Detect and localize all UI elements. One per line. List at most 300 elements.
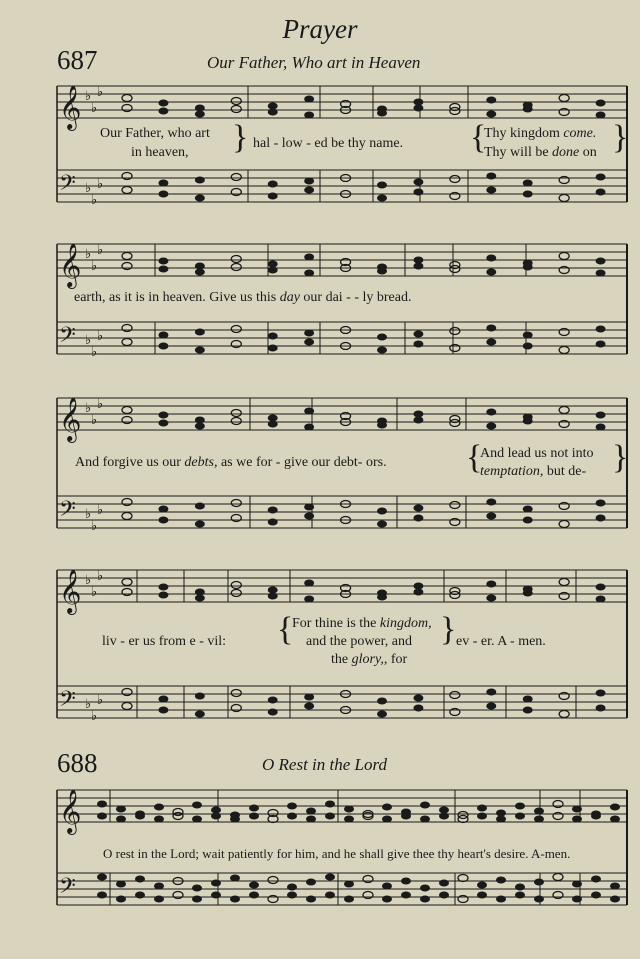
note-head (304, 408, 314, 415)
note-head (122, 253, 132, 260)
note-head (523, 180, 533, 187)
note-head (135, 813, 145, 820)
note-head (591, 813, 601, 820)
note-head (596, 100, 606, 107)
note-head (477, 805, 487, 812)
note-head (377, 594, 387, 601)
note-head (559, 95, 569, 102)
note-head (534, 896, 544, 903)
lyric-line: O rest in the Lord; wait patiently for him, and he shall give thee thy heart's desire. A-men. (103, 846, 571, 861)
note-head (231, 582, 241, 589)
clef-icon: ♭ (91, 519, 98, 534)
lyric-brace: } (612, 439, 629, 476)
note-head (515, 892, 525, 899)
note-head (439, 892, 449, 899)
note-head (231, 264, 241, 271)
note-head (287, 892, 297, 899)
note-head (230, 816, 240, 823)
clef-icon: ♭ (97, 177, 104, 192)
note-head (377, 268, 387, 275)
note-head (325, 813, 335, 820)
note-head (195, 711, 205, 718)
note-head (596, 705, 606, 712)
note-head (596, 270, 606, 277)
note-head (306, 879, 316, 886)
lyric-line: the glory,, for (331, 652, 408, 667)
clef-icon: 𝄢 (59, 171, 76, 201)
note-head (122, 95, 132, 102)
note-head (534, 808, 544, 815)
lyric-line: And forgive us our debts, as we for - give our debt- ors. (75, 455, 387, 470)
note-head (439, 813, 449, 820)
note-head (486, 97, 496, 104)
lyric-line: Our Father, who art (100, 126, 210, 141)
note-head (477, 882, 487, 889)
note-head (496, 896, 506, 903)
note-head (413, 263, 423, 270)
note-head (591, 876, 601, 883)
note-head (401, 878, 411, 885)
note-head (382, 804, 392, 811)
clef-icon: ♭ (85, 89, 92, 104)
note-head (122, 579, 132, 586)
note-head (596, 189, 606, 196)
lyric-line: temptation, but de- (480, 464, 587, 479)
clef-icon: ♭ (97, 693, 104, 708)
note-head (304, 596, 314, 603)
note-head (158, 420, 168, 427)
lyric-line: And lead us not into (480, 446, 594, 461)
note-head (610, 883, 620, 890)
note-head (413, 583, 423, 590)
note-head (158, 100, 168, 107)
note-head (231, 326, 241, 333)
hymn-title-687: Our Father, Who art in Heaven (207, 53, 421, 72)
note-head (596, 326, 606, 333)
note-head (534, 879, 544, 886)
note-head (116, 881, 126, 888)
note-head (195, 347, 205, 354)
note-head (596, 412, 606, 419)
note-head (158, 266, 168, 273)
clef-icon: 𝄢 (59, 687, 76, 717)
note-head (135, 892, 145, 899)
note-head (268, 697, 278, 704)
note-head (477, 892, 487, 899)
note-head (268, 519, 278, 526)
note-head (304, 178, 314, 185)
hymn-number-687: 687 (57, 45, 98, 75)
note-head (304, 580, 314, 587)
note-head (195, 177, 205, 184)
note-head (154, 804, 164, 811)
note-head (195, 589, 205, 596)
note-head (97, 813, 107, 820)
lyric-brace: } (232, 119, 249, 156)
note-head (344, 896, 354, 903)
hymn-number-688: 688 (57, 748, 98, 778)
note-head (154, 896, 164, 903)
note-head (420, 816, 430, 823)
clef-icon: 𝄞 (59, 85, 82, 129)
note-head (306, 808, 316, 815)
note-head (158, 584, 168, 591)
note-head (377, 334, 387, 341)
note-head (304, 424, 314, 431)
note-head (496, 810, 506, 817)
note-head (122, 339, 132, 346)
note-head (344, 881, 354, 888)
note-head (401, 892, 411, 899)
note-head (268, 181, 278, 188)
note-head (192, 896, 202, 903)
note-head (211, 880, 221, 887)
note-head (158, 506, 168, 513)
note-head (231, 410, 241, 417)
clef-icon: ♭ (91, 413, 98, 428)
note-head (515, 884, 525, 891)
note-head (195, 423, 205, 430)
lyric-line: and the power, and (306, 634, 412, 649)
note-head (377, 195, 387, 202)
note-head (572, 806, 582, 813)
note-head (195, 329, 205, 336)
note-head (268, 261, 278, 268)
note-head (486, 339, 496, 346)
page-title: Prayer (282, 14, 358, 44)
note-head (420, 896, 430, 903)
note-head (610, 804, 620, 811)
clef-icon: 𝄞 (59, 397, 82, 441)
note-head (523, 418, 533, 425)
note-head (249, 882, 259, 889)
note-head (268, 587, 278, 594)
note-head (559, 195, 569, 202)
note-head (439, 880, 449, 887)
note-head (413, 505, 423, 512)
note-head (486, 703, 496, 710)
note-head (304, 270, 314, 277)
note-head (304, 187, 314, 194)
note-head (377, 110, 387, 117)
lyric-brace: { (466, 439, 483, 476)
note-head (596, 112, 606, 119)
note-head (158, 258, 168, 265)
note-head (231, 590, 241, 597)
note-head (97, 892, 107, 899)
note-head (268, 877, 278, 884)
note-head (382, 816, 392, 823)
note-head (304, 694, 314, 701)
note-head (515, 803, 525, 810)
lyric-line: Thy will be done on (484, 145, 597, 160)
note-head (458, 875, 468, 882)
note-head (413, 705, 423, 712)
note-head (486, 255, 496, 262)
note-head (122, 407, 132, 414)
note-head (523, 332, 533, 339)
note-head (135, 876, 145, 883)
note-head (158, 592, 168, 599)
note-head (287, 884, 297, 891)
note-head (553, 874, 563, 881)
note-head (486, 689, 496, 696)
note-head (195, 417, 205, 424)
note-head (231, 174, 241, 181)
note-head (439, 807, 449, 814)
note-head (287, 803, 297, 810)
clef-icon: 𝄞 (59, 789, 82, 833)
note-head (192, 816, 202, 823)
note-head (413, 695, 423, 702)
note-head (523, 517, 533, 524)
note-head (413, 257, 423, 264)
note-head (596, 515, 606, 522)
note-head (477, 813, 487, 820)
clef-icon: 𝄞 (59, 569, 82, 613)
lyric-line: hal - low - ed be thy name. (253, 136, 404, 151)
note-head (559, 521, 569, 528)
note-head (231, 256, 241, 263)
hymn-title-688: O Rest in the Lord (262, 755, 387, 774)
note-head (596, 584, 606, 591)
note-head (377, 422, 387, 429)
note-head (344, 806, 354, 813)
note-head (116, 896, 126, 903)
clef-icon: ♭ (85, 401, 92, 416)
note-head (559, 407, 569, 414)
note-head (304, 504, 314, 511)
note-head (304, 330, 314, 337)
note-head (195, 263, 205, 270)
clef-icon: ♭ (97, 85, 104, 100)
clef-icon: ♭ (97, 569, 104, 584)
lyric-line: Thy kingdom come. (484, 126, 597, 141)
lyric-line: ev - er. A - men. (456, 634, 546, 649)
note-head (413, 341, 423, 348)
note-head (122, 703, 132, 710)
note-head (122, 513, 132, 520)
note-head (158, 517, 168, 524)
note-head (596, 596, 606, 603)
note-head (192, 885, 202, 892)
note-head (572, 896, 582, 903)
clef-icon: ♭ (91, 101, 98, 116)
note-head (401, 813, 411, 820)
note-head (382, 896, 392, 903)
clef-icon: ♭ (91, 345, 98, 360)
note-head (486, 409, 496, 416)
note-head (231, 500, 241, 507)
clef-icon: 𝄞 (59, 243, 82, 287)
lyric-brace: { (470, 119, 487, 156)
note-head (413, 515, 423, 522)
note-head (382, 883, 392, 890)
note-head (420, 802, 430, 809)
clef-icon: ♭ (85, 573, 92, 588)
clef-icon: ♭ (91, 709, 98, 724)
note-head (486, 269, 496, 276)
note-head (559, 579, 569, 586)
note-head (377, 521, 387, 528)
clef-icon: ♭ (97, 243, 104, 258)
note-head (450, 692, 460, 699)
lyric-line: earth, as it is in heaven. Give us this day our dai - - ly bread. (74, 290, 412, 305)
note-head (230, 896, 240, 903)
clef-icon: ♭ (97, 503, 104, 518)
note-head (195, 269, 205, 276)
note-head (304, 254, 314, 261)
lyric-line: in heaven, (131, 145, 189, 160)
note-head (249, 805, 259, 812)
note-head (591, 892, 601, 899)
note-head (486, 423, 496, 430)
note-head (596, 258, 606, 265)
lyric-line: liv - er us from e - vil: (102, 634, 227, 649)
note-head (523, 343, 533, 350)
note-head (413, 105, 423, 112)
note-head (154, 883, 164, 890)
note-head (523, 590, 533, 597)
note-head (195, 693, 205, 700)
note-head (195, 105, 205, 112)
note-head (304, 112, 314, 119)
clef-icon: ♭ (97, 397, 104, 412)
note-head (450, 502, 460, 509)
note-head (559, 711, 569, 718)
note-head (268, 415, 278, 422)
lyric-line: For thine is the kingdom, (292, 616, 432, 631)
note-head (377, 698, 387, 705)
note-head (523, 264, 533, 271)
note-head (154, 816, 164, 823)
note-head (158, 180, 168, 187)
note-head (413, 189, 423, 196)
note-head (211, 892, 221, 899)
note-head (231, 690, 241, 697)
clef-icon: ♭ (91, 585, 98, 600)
note-head (377, 711, 387, 718)
note-head (195, 195, 205, 202)
note-head (268, 345, 278, 352)
note-head (268, 421, 278, 428)
note-head (158, 412, 168, 419)
note-head (523, 707, 533, 714)
note-head (523, 106, 533, 113)
note-head (610, 896, 620, 903)
note-head (413, 179, 423, 186)
note-head (195, 111, 205, 118)
note-head (268, 709, 278, 716)
note-head (523, 191, 533, 198)
note-head (304, 339, 314, 346)
note-head (486, 325, 496, 332)
note-head (486, 111, 496, 118)
note-head (192, 802, 202, 809)
note-head (268, 507, 278, 514)
note-head (377, 508, 387, 515)
note-head (231, 98, 241, 105)
note-head (304, 513, 314, 520)
clef-icon: 𝄢 (59, 874, 76, 904)
note-head (450, 176, 460, 183)
clef-icon: ♭ (85, 697, 92, 712)
note-head (195, 595, 205, 602)
note-head (116, 816, 126, 823)
note-head (534, 816, 544, 823)
note-head (572, 881, 582, 888)
note-head (486, 499, 496, 506)
note-head (496, 877, 506, 884)
clef-icon: 𝄢 (59, 497, 76, 527)
note-head (572, 816, 582, 823)
note-head (450, 328, 460, 335)
note-head (496, 816, 506, 823)
note-head (596, 341, 606, 348)
note-head (596, 690, 606, 697)
clef-icon: ♭ (85, 181, 92, 196)
clef-icon: ♭ (85, 247, 92, 262)
note-head (306, 816, 316, 823)
note-head (158, 707, 168, 714)
note-head (420, 885, 430, 892)
note-head (249, 892, 259, 899)
note-head (268, 193, 278, 200)
note-head (523, 506, 533, 513)
note-head (413, 589, 423, 596)
note-head (596, 424, 606, 431)
note-head (486, 173, 496, 180)
lyric-brace: { (277, 611, 294, 648)
note-head (195, 521, 205, 528)
clef-icon: ♭ (91, 193, 98, 208)
note-head (559, 347, 569, 354)
note-head (486, 513, 496, 520)
note-head (249, 813, 259, 820)
clef-icon: ♭ (85, 333, 92, 348)
clef-icon: ♭ (91, 259, 98, 274)
note-head (486, 595, 496, 602)
note-head (158, 696, 168, 703)
note-head (304, 96, 314, 103)
note-head (325, 801, 335, 808)
note-head (116, 806, 126, 813)
note-head (325, 874, 335, 881)
note-head (211, 813, 221, 820)
clef-icon: ♭ (85, 507, 92, 522)
note-head (268, 593, 278, 600)
clef-icon: 𝄢 (59, 323, 76, 353)
note-head (304, 703, 314, 710)
note-head (413, 411, 423, 418)
note-head (195, 503, 205, 510)
note-head (158, 191, 168, 198)
note-head (268, 109, 278, 116)
note-head (287, 813, 297, 820)
note-head (158, 343, 168, 350)
clef-icon: ♭ (97, 329, 104, 344)
note-head (515, 813, 525, 820)
note-head (486, 581, 496, 588)
note-head (413, 99, 423, 106)
note-head (610, 816, 620, 823)
note-head (158, 108, 168, 115)
note-head (377, 347, 387, 354)
note-head (413, 331, 423, 338)
note-head (377, 182, 387, 189)
note-head (158, 332, 168, 339)
note-head (268, 333, 278, 340)
